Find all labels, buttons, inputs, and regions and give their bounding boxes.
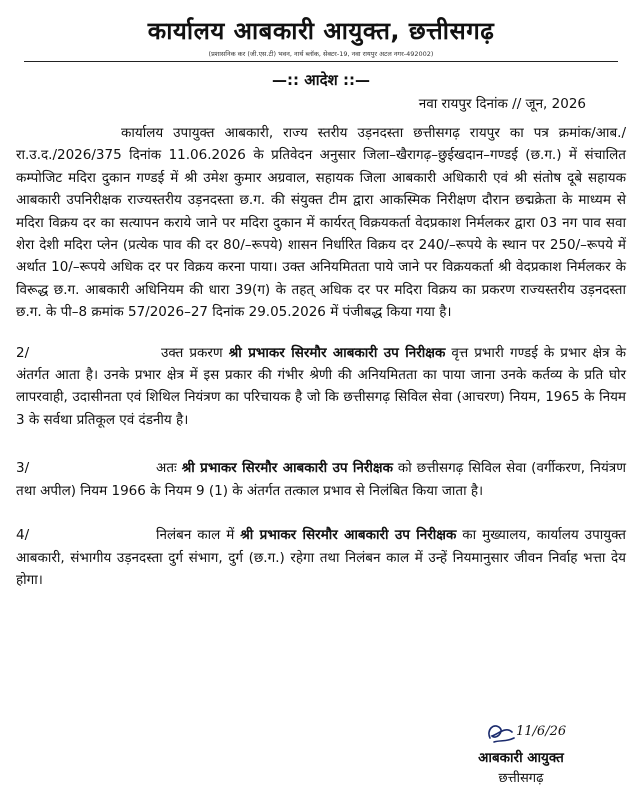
paragraph-4-number: 4/ bbox=[16, 527, 30, 544]
paragraph-3-lead: अतः bbox=[156, 460, 177, 477]
paragraph-4-official-name: श्री प्रभाकर सिरमौर आबकारी उप निरीक्षक bbox=[240, 527, 457, 544]
paragraph-3-number: 3/ bbox=[16, 460, 30, 477]
paragraph-4 bbox=[16, 524, 626, 591]
paragraph-3 bbox=[16, 457, 626, 502]
paragraph-4-lead: निलंबन काल में bbox=[156, 527, 235, 544]
paragraph-2 bbox=[16, 342, 626, 432]
paragraph-3-official-name: श्री प्रभाकर सिरमौर आबकारी उप निरीक्षक bbox=[181, 460, 393, 477]
handwritten-signature bbox=[484, 718, 518, 748]
paragraph-2-official-name: श्री प्रभाकर सिरमौर आबकारी उप निरीक्षक bbox=[228, 344, 446, 361]
signature-block bbox=[436, 718, 606, 786]
paragraph-4-text: का मुख्यालय, कार्यालय उपायुक्त आबकारी, संभागीय उड़नदस्ता दुर्ग संभाग, दुर्ग (छ.ग.) रहेगा तथा निलंबन काल में उन्हें नियमानुसार जीवन निर्वाह भत्ता देय होगा। bbox=[16, 527, 626, 588]
order-heading: —:: आदेश ::— bbox=[272, 71, 370, 89]
office-title: कार्यालय आबकारी आयुक्त, छत्तीसगढ़ bbox=[147, 17, 495, 45]
office-address: (प्रशासनिक कर (जी.एस.टी) भवन, नार्थ ब्लॉक, सेक्टर-19, नवा रायपुर अटल नगर-492002) bbox=[208, 50, 434, 58]
paragraph-1: कार्यालय उपायुक्त आबकारी, राज्य स्तरीय उड़नदस्ता छत्तीसगढ़ रायपुर का पत्र क्रमांक/आब./रा.उ.द./2026/375 दिनांक 11.06.2026 के प्रतिवेदन अनुसार जिला–खैरागढ़–छुईखदान–गण्डई (छ.ग.) में संचालित कम्पोजिट मदिरा दुकान गण्डई में श्री उमेश कुमार अग्रवाल, सहायक जिला आबकारी अधिकारी एवं श्री संतोष दूबे सहायक आबकारी उपनिरीक्षक राज्यस्तरीय उड़नदस्ता छ.ग. की संयुक्त टीम द्वारा आकस्मिक निरीक्षण दौरान छद्मक्रेता के माध्यम से मदिरा विक्रय दर का सत्यापन कराये जाने पर मदिरा दुकान में कार्यरत् विक्रयकर्ता वेदप्रकाश निर्मलकर द्वारा 03 नग पाव सवा शेरा देशी मदिरा प्लेन (प्रत्येक पाव की दर 80/–रूपये) शासन निर्धारित विक्रय दर 240/–रूपये के स्थान पर 250/–रूपये में अर्थात 10/–रूपये अधिक दर पर विक्रय करना पाया। उक्त अनियमितता पाये जाने पर विक्रयकर्ता श्री वेदप्रकाश निर्मलकर के विरूद्ध छ.ग. आबकारी अधिनियम की धारा 39(ग) के तहत् अधिक दर पर मदिरा विक्रय का प्रकरण राज्यस्तरीय उड़नदस्ता छ.ग. के पी–8 क्रमांक 57/2026–27 दिनांक 29.05.2026 में पंजीबद्ध किया गया है। bbox=[16, 125, 626, 321]
paragraph-3-text: को छत्तीसगढ़ सिविल सेवा (वर्गीकरण, नियंत्रण तथा अपील) नियम 1966 के नियम 9 (1) के अंतर्गत तत्काल प्रभाव से निलंबित किया जाता है। bbox=[16, 460, 626, 499]
paragraph-2-lead: उक्त प्रकरण bbox=[161, 344, 223, 361]
order-dateline: नवा रायपुर दिनांक // जून, 2026 bbox=[418, 96, 586, 112]
signatory-state: छत्तीसगढ़ bbox=[498, 771, 544, 786]
paragraph-2-number: 2/ bbox=[16, 344, 30, 361]
signatory-designation: आबकारी आयुक्त bbox=[478, 750, 564, 766]
handwritten-date: 11/6/26 bbox=[516, 724, 567, 739]
header-divider bbox=[24, 61, 618, 62]
paragraph-2-text: वृत्त प्रभारी गण्डई के प्रभार क्षेत्र के अंतर्गत आता है। उनके प्रभार क्षेत्र में इस प्रकार की गंभीर श्रेणी की अनियमितता का पाया जाना उनके कर्तव्य के प्रति घोर लापरवाही, उदासीनता एवं शिथिल नियंत्रण का परिचायक है जो कि छत्तीसगढ़ सिविल सेवा (आचरण) नियम, 1965 के नियम 3 के सर्वथा प्रतिकूल एवं दंडनीय है। bbox=[16, 344, 627, 428]
